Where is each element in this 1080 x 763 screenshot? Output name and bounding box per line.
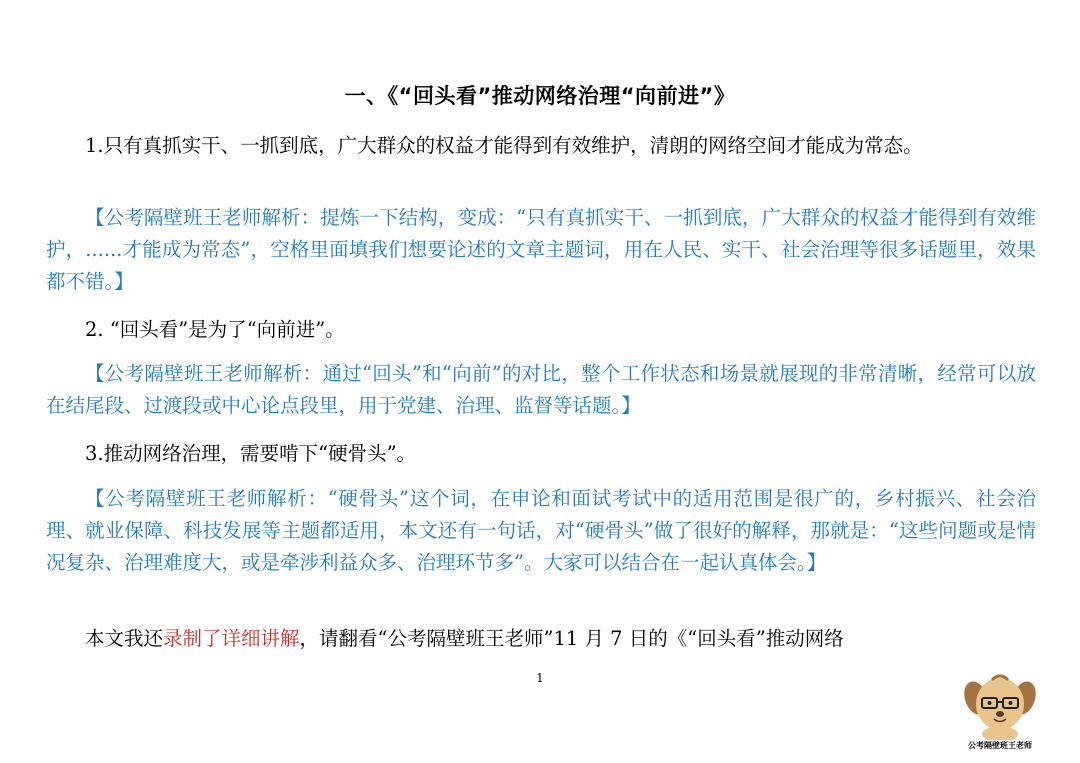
analysis-1: 【公考隔壁班王老师解析：提炼一下结构，变成：“只有真抓实干、一抓到底，广大群众的权益才能得到有效维护，......才能成为常态”，空格里面填我们想要论述的文章主题词，用在人民、实干、社会治理等很多话题里，效果都不错。】: [46, 206, 1036, 293]
closing-text-start: 本文我还: [85, 627, 164, 650]
logo-caption: 公考隔壁班王老师: [968, 741, 1032, 750]
section-title: 一、《“回头看”推动网络治理“向前进”》: [344, 84, 736, 108]
analysis-3: 【公考隔壁班王老师解析：“硬骨头”这个词，在申论和面试考试中的适用范围是很广的，乡村振兴、社会治理、就业保障、科技发展等主题都适用，本文还有一句话，对“硬骨头”做了很好的解释，那就是：“这些问题或是情况复杂、治理难度大，或是牵涉利益众多、治理环节多”。大家可以结合在一起认真体会。】: [46, 487, 1036, 574]
point-1: 1.只有真抓实干、一抓到底，广大群众的权益才能得到有效维护，清朗的网络空间才能成为常态。: [85, 134, 923, 157]
cartoon-dog-with-glasses-icon: [958, 668, 1042, 740]
point-2: 2. “回头看”是为了“向前进”。: [85, 318, 345, 341]
closing-paragraph: [46, 623, 1036, 655]
logo: [958, 668, 1042, 758]
point-3: 3.推动网络治理，需要啃下“硬骨头”。: [85, 442, 417, 465]
analysis-2: 【公考隔壁班王老师解析：通过“回头”和“向前”的对比，整个工作状态和场景就展现的非常清晰，经常可以放在结尾段、过渡段或中心论点段里，用于党建、治理、监督等话题。】: [46, 362, 1036, 417]
page-number: 1: [536, 671, 544, 685]
closing-highlight: 录制了详细讲解: [163, 627, 300, 650]
closing-text-end: ，请翻看“公考隔壁班王老师”11 月 7 日的《“回头看”推动网络: [299, 627, 844, 650]
